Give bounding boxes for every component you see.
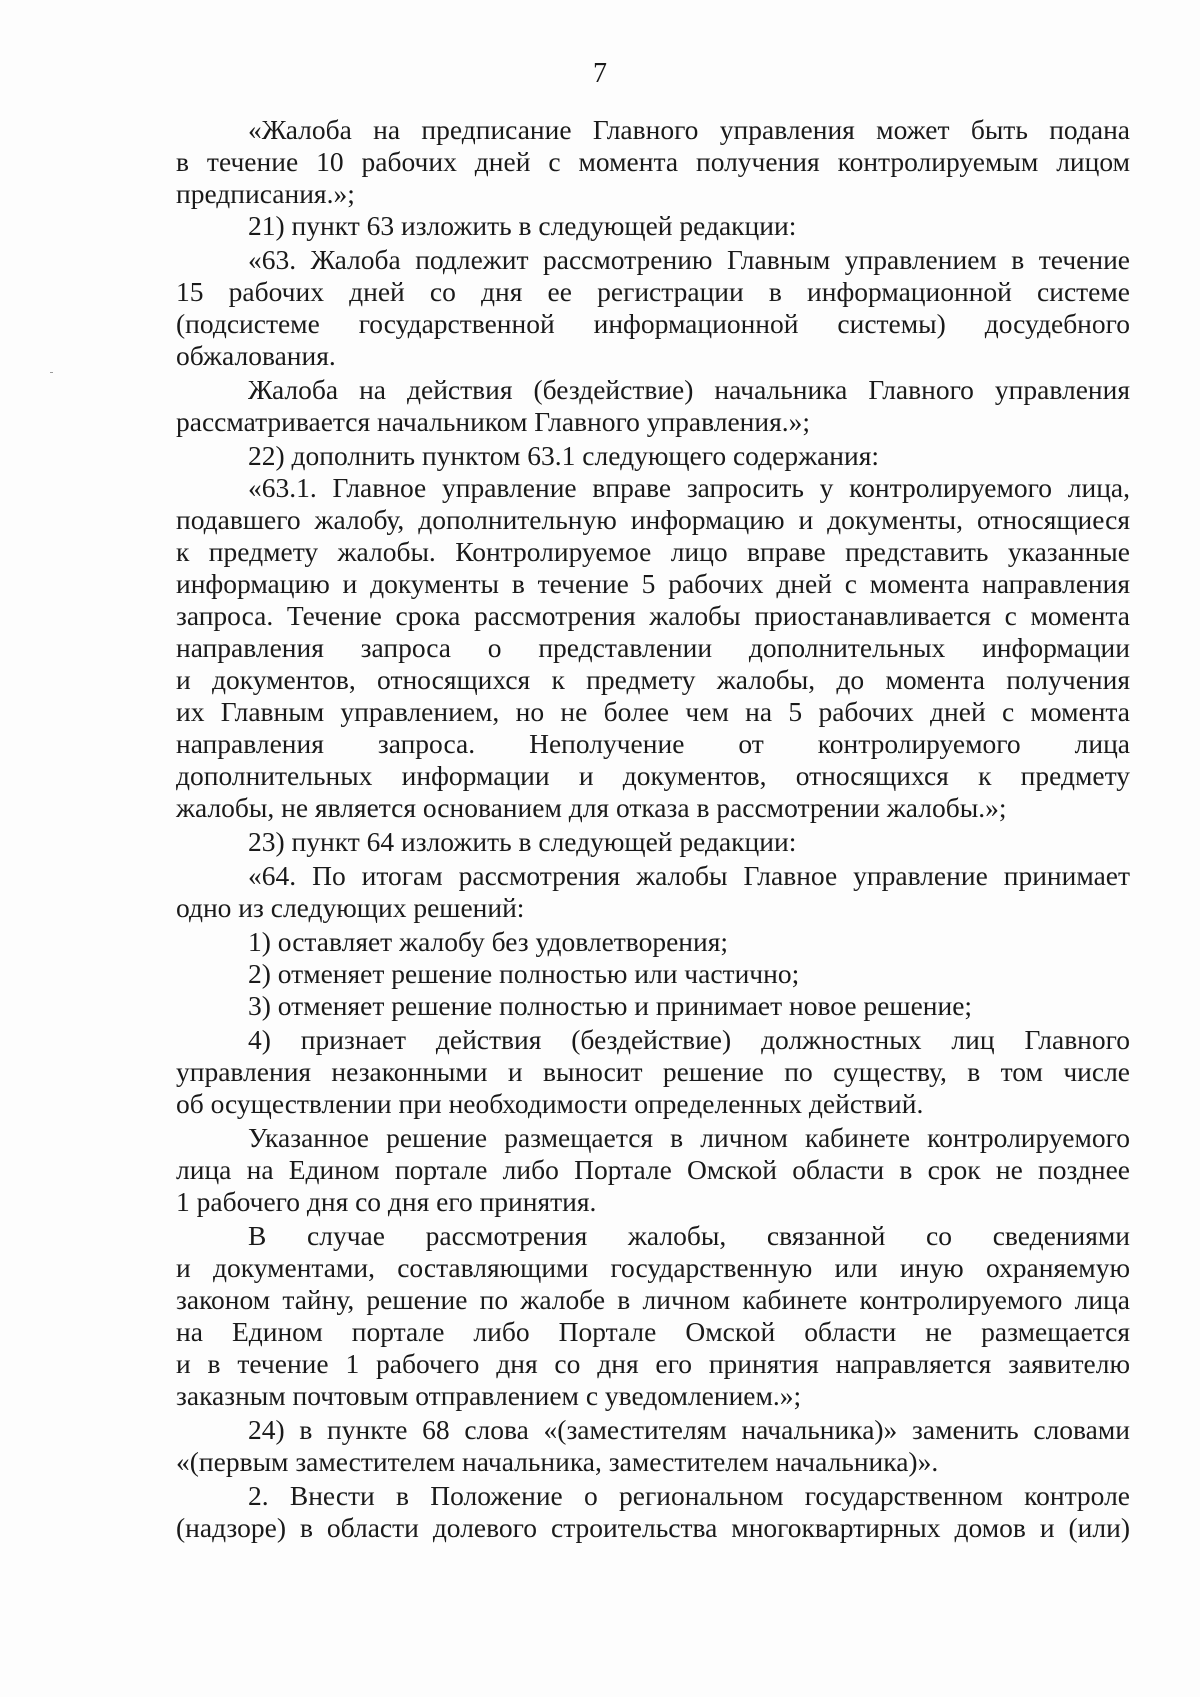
- text-line: 3) отменяет решение полностью и принимает новое решение;: [248, 990, 973, 1021]
- text-line: управления незаконными и выносит решение по существу, в том числе: [176, 1056, 1130, 1087]
- text-line: направления запроса о представлении дополнительных информации: [176, 632, 1130, 663]
- text-line: 24) в пункте 68 слова «(заместителям начальника)» заменить словами: [248, 1414, 1130, 1445]
- text-line: 1) оставляет жалобу без удовлетворения;: [248, 926, 729, 957]
- text-line: (надзоре) в области долевого строительства многоквартирных домов и (или): [176, 1512, 1130, 1543]
- text-line: запроса. Течение срока рассмотрения жалобы приостанавливается с момента: [176, 600, 1130, 631]
- text-line: рассматривается начальником Главного управления.»;: [176, 406, 811, 437]
- text-line: об осуществлении при необходимости определенных действий.: [176, 1088, 924, 1119]
- text-line: подавшего жалобу, дополнительную информацию и документы, относящиеся: [176, 504, 1130, 535]
- page-number: 7: [593, 58, 607, 89]
- text-line: на Едином портале либо Портале Омской области не размещается: [176, 1316, 1130, 1347]
- text-line: «63. Жалоба подлежит рассмотрению Главным управлением в течение: [248, 244, 1130, 275]
- text-line: 15 рабочих дней со дня ее регистрации в информационной системе: [176, 276, 1130, 307]
- text-line: информацию и документы в течение 5 рабочих дней с момента направления: [176, 568, 1130, 599]
- text-line: «Жалоба на предписание Главного управления может быть подана: [248, 114, 1130, 145]
- text-line: обжалования.: [176, 340, 336, 371]
- text-line: заказным почтовым отправлением с уведомлением.»;: [176, 1380, 802, 1411]
- text-line: 22) дополнить пунктом 63.1 следующего содержания:: [248, 440, 880, 471]
- text-line: одно из следующих решений:: [176, 892, 525, 923]
- text-line: направления запроса. Неполучение от контролируемого лица: [176, 728, 1130, 759]
- text-line: Жалоба на действия (бездействие) начальника Главного управления: [248, 374, 1130, 405]
- text-line: и документами, составляющими государственную или иную охраняемую: [176, 1252, 1130, 1283]
- text-line: (подсистеме государственной информационной системы) досудебного: [176, 308, 1130, 339]
- text-line: 2. Внести в Положение о региональном государственном контроле: [248, 1480, 1130, 1511]
- text-line: «63.1. Главное управление вправе запросить у контролируемого лица,: [248, 472, 1130, 503]
- text-line: дополнительных информации и документов, относящихся к предмету: [176, 760, 1130, 791]
- text-line: жалобы, не является основанием для отказа в рассмотрении жалобы.»;: [176, 792, 1007, 823]
- text-line: «64. По итогам рассмотрения жалобы Главное управление принимает: [248, 860, 1130, 891]
- text-line: 4) признает действия (бездействие) должностных лиц Главного: [248, 1024, 1130, 1055]
- text-line: их Главным управлением, но не более чем на 5 рабочих дней с момента: [176, 696, 1130, 727]
- text-line: Указанное решение размещается в личном кабинете контролируемого: [248, 1122, 1130, 1153]
- scan-speck: [50, 372, 53, 373]
- text-line: 21) пункт 63 изложить в следующей редакции:: [248, 210, 797, 241]
- text-line: 23) пункт 64 изложить в следующей редакции:: [248, 826, 797, 857]
- text-line: к предмету жалобы. Контролируемое лицо вправе представить указанные: [176, 536, 1130, 567]
- text-line: «(первым заместителем начальника, заместителем начальника)».: [176, 1446, 939, 1477]
- text-line: и документов, относящихся к предмету жалобы, до момента получения: [176, 664, 1130, 695]
- text-line: законом тайну, решение по жалобе в личном кабинете контролируемого лица: [176, 1284, 1130, 1315]
- text-line: 1 рабочего дня со дня его принятия.: [176, 1186, 597, 1217]
- text-line: в течение 10 рабочих дней с момента получения контролируемым лицом: [176, 146, 1130, 177]
- text-line: В случае рассмотрения жалобы, связанной со сведениями: [248, 1220, 1130, 1251]
- text-line: и в течение 1 рабочего дня со дня его принятия направляется заявителю: [176, 1348, 1130, 1379]
- text-line: лица на Едином портале либо Портале Омской области в срок не позднее: [176, 1154, 1130, 1185]
- text-line: предписания.»;: [176, 178, 355, 209]
- text-line: 2) отменяет решение полностью или частично;: [248, 958, 800, 989]
